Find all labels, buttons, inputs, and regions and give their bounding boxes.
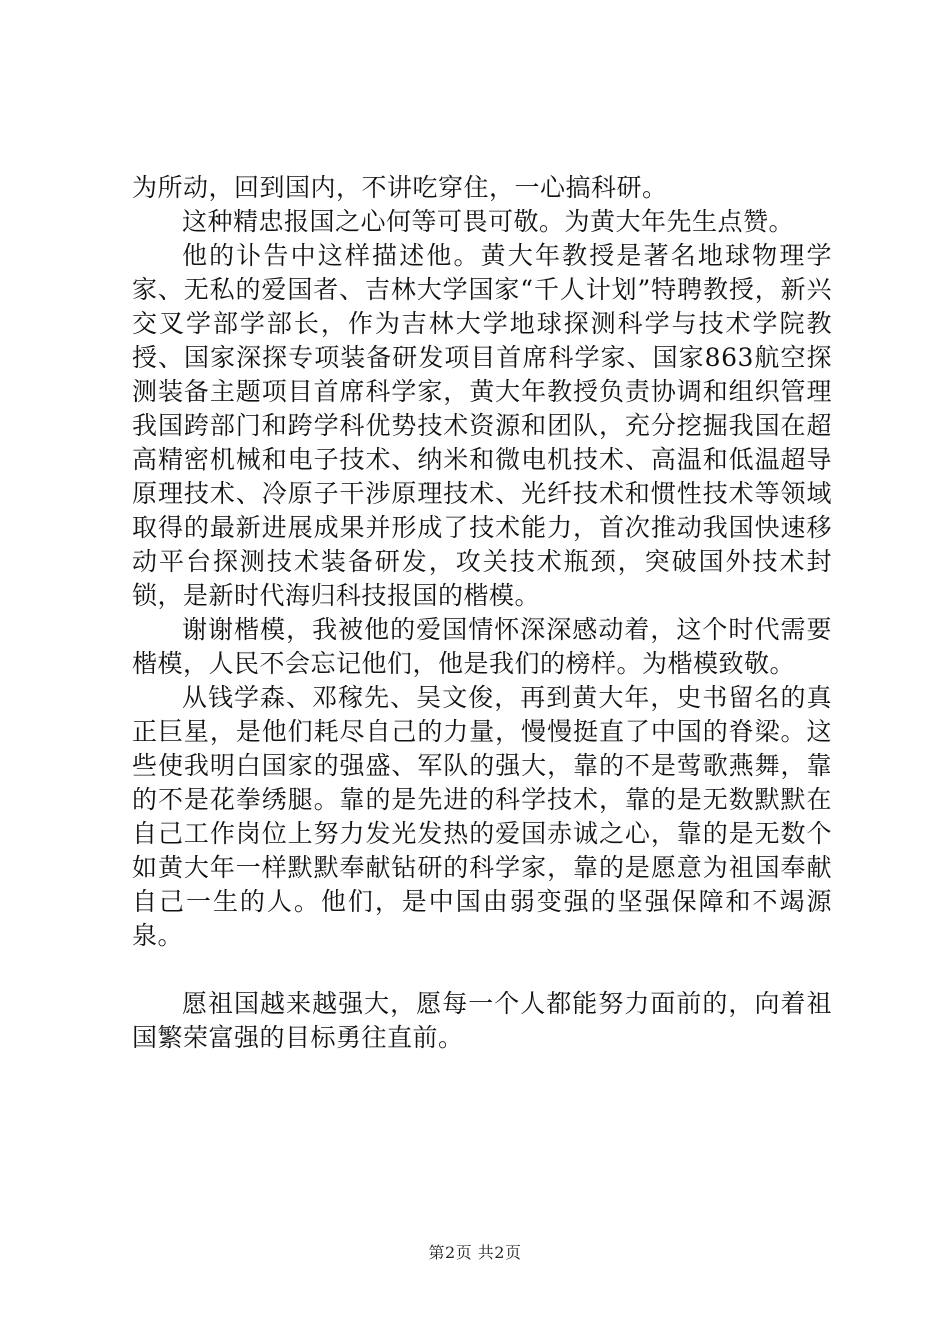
paragraph-4: 谢谢楷模，我被他的爱国情怀深深感动着，这个时代需要楷模，人民不会忘记他们，他是我们的榜样。为楷模致敬。 bbox=[132, 615, 832, 678]
paragraph-gap bbox=[132, 953, 832, 987]
document-body bbox=[132, 171, 832, 1055]
paragraph-1: 为所动，回到国内，不讲吃穿住，一心搞科研。 bbox=[132, 173, 668, 202]
paragraph-5: 从钱学森、邓稼先、吴文俊，再到黄大年，史书留名的真正巨星，是他们耗尽自己的力量，慢慢挺直了中国的脊梁。这些使我明白国家的强盛、军队的强大，靠的不是莺歌燕舞，靠的不是花拳绣腿。靠的是先进的科学技术，靠的是无数默默在自己工作岗位上努力发光发热的爱国赤诚之心，靠的是无数个如黄大年一样默默奉献钻研的科学家，靠的是愿意为祖国奉献自己一生的人。他们，是中国由弱变强的坚强保障和不竭源泉。 bbox=[132, 683, 832, 950]
paragraph-3: 他的讣告中这样描述他。黄大年教授是著名地球物理学家、无私的爱国者、吉林大学国家“千人计划”特聘教授，新兴交叉学部学部长，作为吉林大学地球探测科学与技术学院教授、国家深探专项装备研发项目首席科学家、国家863航空探测装备主题项目首席科学家，黄大年教授负责协调和组织管理我国跨部门和跨学科优势技术资源和团队，充分挖掘我国在超高精密机械和电子技术、纳米和微电机技术、高温和低温超导原理技术、冷原子干涉原理技术、光纤技术和惯性技术等领域取得的最新进展成果并形成了技术能力，首次推动我国快速移动平台探测技术装备研发，攻关技术瓶颈，突破国外技术封锁，是新时代海归科技报国的楷模。 bbox=[132, 241, 832, 610]
paragraph-6: 愿祖国越来越强大，愿每一个人都能努力面前的，向着祖国繁荣富强的目标勇往直前。 bbox=[132, 989, 832, 1052]
page-footer: 第2页 共2页 bbox=[428, 1243, 522, 1262]
paragraph-2: 这种精忠报国之心何等可畏可敬。为黄大年先生点赞。 bbox=[182, 207, 795, 236]
